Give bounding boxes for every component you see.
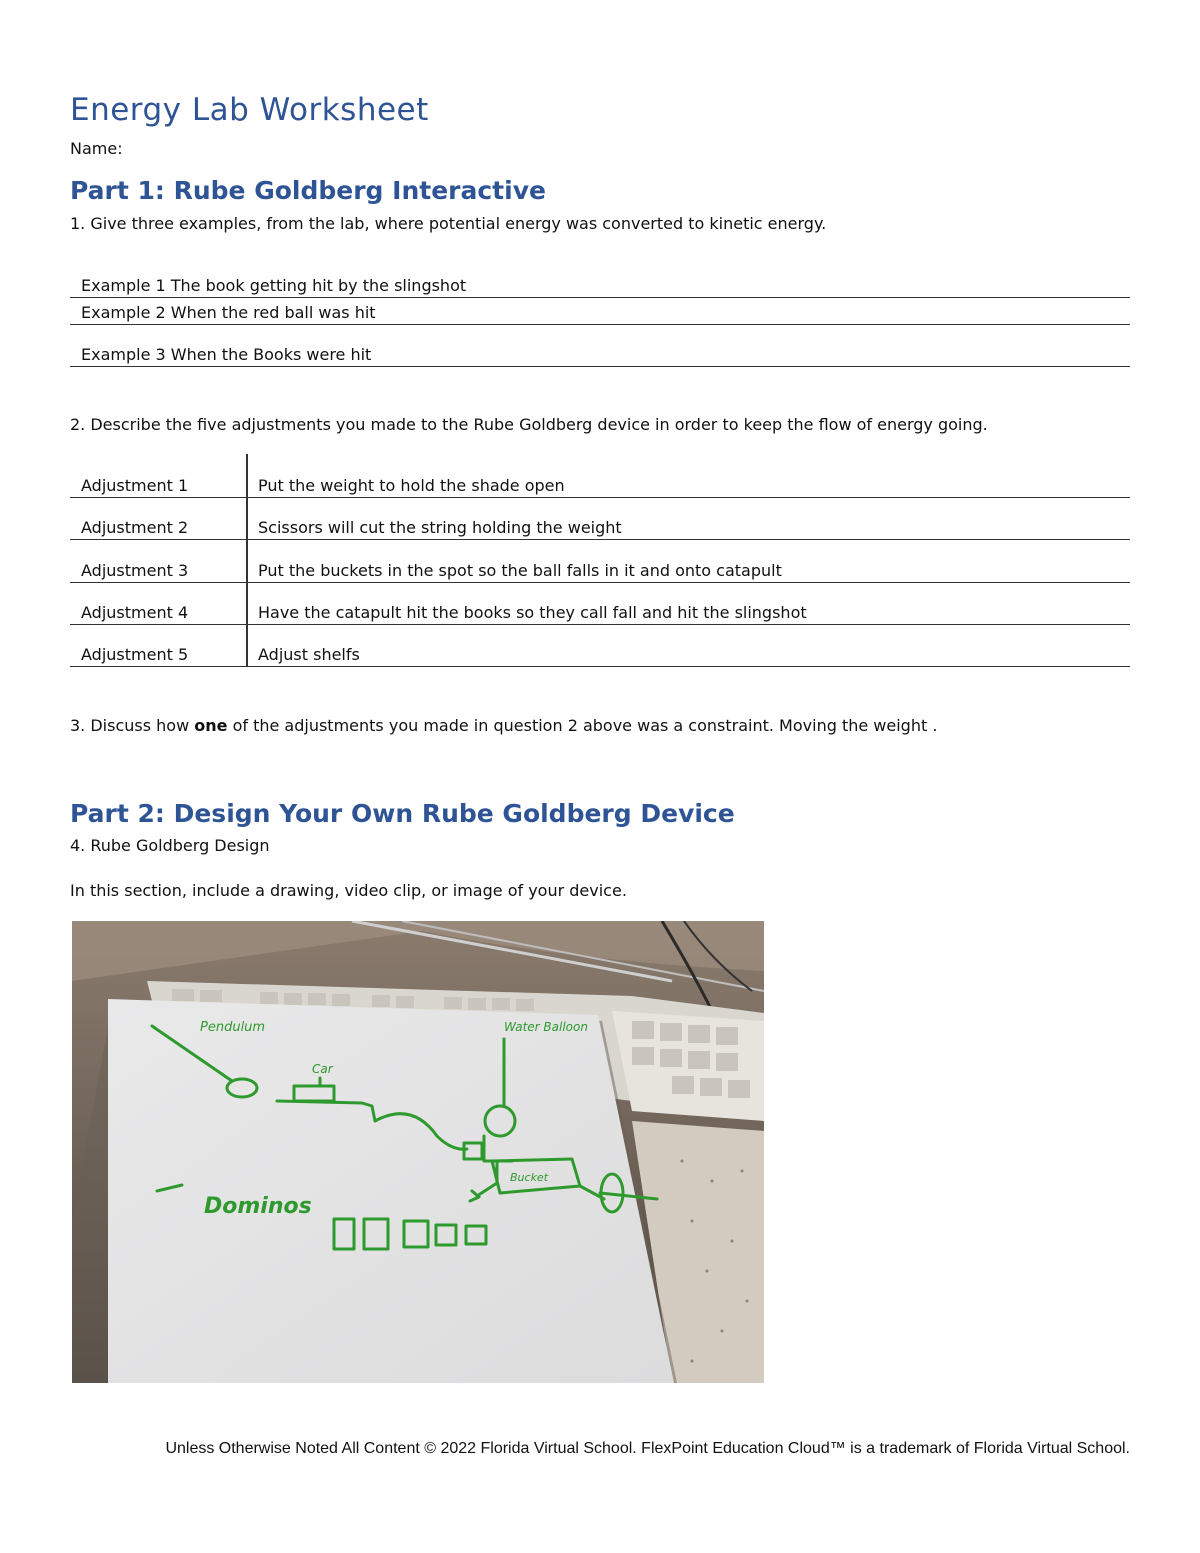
adjustment-label: Adjustment 2 <box>81 518 189 537</box>
page-title: Energy Lab Worksheet <box>70 92 429 128</box>
adjustment-value: Scissors will cut the string holding the weight <box>258 518 622 537</box>
example-text: Example 2 When the red ball was hit <box>81 303 376 322</box>
example-row <box>70 297 1130 325</box>
part1-heading: Part 1: Rube Goldberg Interactive <box>70 176 546 205</box>
adjustment-row <box>70 540 1130 583</box>
drawing-label-water-balloon: Water Balloon <box>504 1020 588 1034</box>
question-3-suffix: of the adjustments you made in question 2 above was a constraint. Moving the weight . <box>227 716 938 735</box>
question-3-emphasis: one <box>194 716 228 735</box>
adjustment-row <box>70 582 1130 625</box>
adjustment-value: Put the weight to hold the shade open <box>258 476 565 495</box>
adjustment-label: Adjustment 1 <box>81 476 189 495</box>
part2-heading: Part 2: Design Your Own Rube Goldberg Device <box>70 799 735 828</box>
question-1: 1. Give three examples, from the lab, where potential energy was converted to kinetic energy. <box>70 214 827 233</box>
footer-copyright: Unless Otherwise Noted All Content © 2022 Florida Virtual School. FlexPoint Education Cloud™ is a trademark of Florida Virtual School. <box>165 1440 1130 1457</box>
question-2: 2. Describe the five adjustments you made to the Rube Goldberg device in order to keep the flow of energy going. <box>70 415 988 434</box>
adjustment-label: Adjustment 5 <box>81 645 189 664</box>
name-label: Name: <box>70 139 123 158</box>
drawing-label-dominoes: Dominos <box>204 1194 312 1219</box>
adjustment-row <box>70 455 1130 498</box>
example-text: Example 3 When the Books were hit <box>81 345 372 364</box>
question-4: 4. Rube Goldberg Design <box>70 836 270 855</box>
adjustment-label: Adjustment 3 <box>81 561 189 580</box>
adjustment-value: Put the buckets in the spot so the ball falls in it and onto catapult <box>258 561 782 580</box>
adjustment-row <box>70 497 1130 540</box>
drawing-label-pendulum: Pendulum <box>200 1020 266 1035</box>
example-row <box>70 270 1130 298</box>
question-3 <box>70 716 937 735</box>
example-row <box>70 324 1130 367</box>
example-text: Example 1 The book getting hit by the slingshot <box>81 276 467 295</box>
adjustment-label: Adjustment 4 <box>81 603 189 622</box>
question-3-prefix: 3. Discuss how <box>70 716 195 735</box>
adjustment-row <box>70 624 1130 667</box>
design-photo <box>72 921 764 1383</box>
adjustment-value: Adjust shelfs <box>258 645 360 664</box>
drawing-label-bucket: Bucket <box>510 1171 549 1184</box>
adjustment-value: Have the catapult hit the books so they call fall and hit the slingshot <box>258 603 807 622</box>
drawing-label-car: Car <box>312 1062 333 1076</box>
design-instruction: In this section, include a drawing, video clip, or image of your device. <box>70 881 627 900</box>
